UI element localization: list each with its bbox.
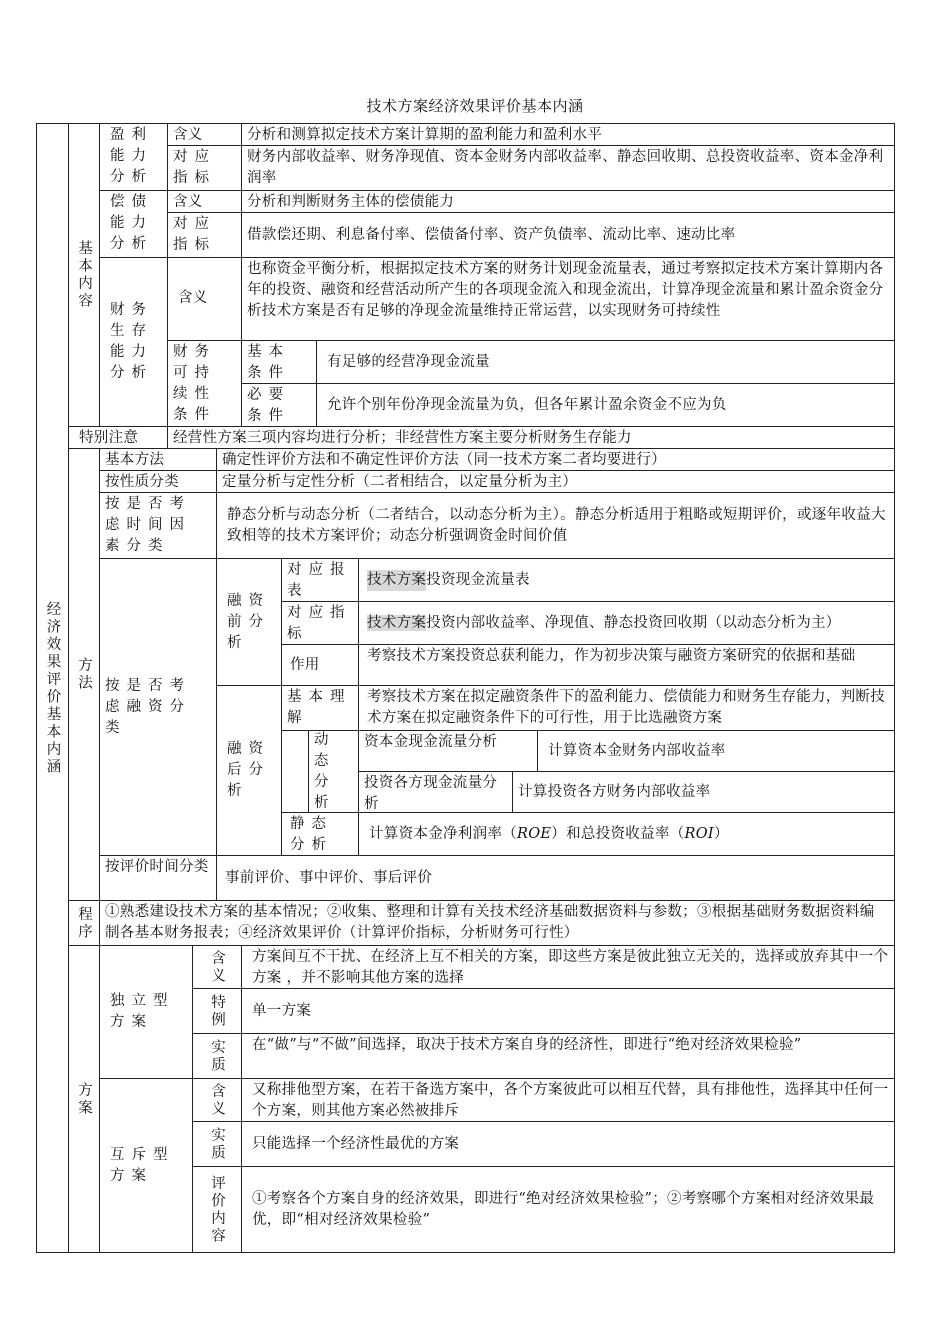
static-analysis xyxy=(358,812,895,856)
survival-meaning: 也称资金平衡分析，根据拟定技术方案的财务计划现金流量表，通过考察拟定技术方案计算期内各年的投资、融资和经营活动所产生的各项现金流入和现金流出，计算净现金流量和累计盈余资金分析技术方案是否有足够的净现金流量维持正常运营，以实现财务可持续性 xyxy=(241,257,895,341)
capital-cashflow-label: 资本金现金流量分析 xyxy=(358,730,538,772)
basic-content-label-cell xyxy=(68,123,100,427)
exclusive-meaning: 又称排他型方案，在若干备选方案中，各个方案彼此可以相互代替，具有排他性，选择其中任何一个方案，则其他方案必然被排斥 xyxy=(241,1078,895,1122)
basic-condition: 有足够的经营净现金流量 xyxy=(316,340,895,384)
necessary-condition: 允许个别年份净现金流量为负，但各年累计盈余资金不应为负 xyxy=(316,383,895,427)
solvency-indicators: 借款偿还期、利息备付率、偿债备付率、资产负债率、流动比率、速动比率 xyxy=(241,212,895,258)
pre-indicator-rest: 投资内部收益率、净现值、静态投资回收期（以动态分析为主） xyxy=(426,614,841,631)
independent-meaning: 方案间互不干扰、在经济上互不相关的方案，即这些方案是彼此独立无关的，选择或放弃其中一个方案 ，并不影响其他方案的选择 xyxy=(241,945,895,989)
solvency-indicator-label: 对应指标 xyxy=(167,212,242,258)
procedure-label-cell xyxy=(68,900,100,946)
solvency-meaning-label: 含义 xyxy=(167,190,242,213)
independent-essence: 在“做”与“不做”间选择，取决于技术方案自身的经济性，即进行“绝对经济效果检验” xyxy=(241,1033,895,1079)
survival-analysis-label: 财务生存能力分析 xyxy=(99,257,168,427)
exclusive-eval-label-cell xyxy=(192,1166,242,1253)
method-label: 方法 xyxy=(76,657,92,692)
root-label: 经济效果评价基本内涵 xyxy=(44,600,61,776)
pre-indicator-highlight: 技术方案 xyxy=(367,614,427,631)
exclusive-essence: 只能选择一个经济性最优的方案 xyxy=(241,1121,895,1167)
dynamic-analysis-label: 动态分析 xyxy=(308,730,359,813)
static-analysis-label: 静态分析 xyxy=(281,812,359,856)
profit-meaning: 分析和测算拟定技术方案计算期的盈利能力和盈利水平 xyxy=(241,123,895,146)
roi-abbr: ROI xyxy=(684,825,714,842)
roe-abbr: ROE xyxy=(517,825,552,842)
timing-class: 事前评价、事中评价、事后评价 xyxy=(216,855,895,901)
independent-scheme-label: 独立型方案 xyxy=(99,945,193,1079)
exclusive-eval: ①考察各个方案自身的经济效果，即进行“绝对经济效果检验”；②考察哪个方案相对经济效果最优，即“相对经济效果检验” xyxy=(241,1166,895,1253)
nature-class: 定量分析与定性分析（二者相结合，以定量分析为主） xyxy=(216,470,895,493)
basic-method: 确定性评价方法和不确定性评价方法（同一技术方案二者均要进行） xyxy=(216,448,895,471)
profit-analysis-label: 盈利能力分析 xyxy=(99,123,168,191)
basic-method-label: 基本方法 xyxy=(99,448,217,471)
independent-special-label-cell xyxy=(192,988,242,1034)
independent-essence-label-cell xyxy=(192,1033,242,1079)
profit-indicator-label: 对应指标 xyxy=(167,145,242,191)
exclusive-meaning-label-cell xyxy=(192,1078,242,1122)
scheme-label-cell xyxy=(68,945,100,1253)
static-analysis-pre: 计算资本金净利润率（ xyxy=(369,825,517,842)
basic-content-label: 基本内容 xyxy=(76,240,92,310)
static-analysis-post: ） xyxy=(713,825,729,842)
procedure: ①熟悉建设技术方案的基本情况；②收集、整理和计算有关技术经济基础数据资料与参数；③根据基础财务数据资料编制各基本财务报表；④经济效果评价（计算评价指标，分析财务可行性） xyxy=(99,900,895,946)
exclusive-scheme-label: 互斥型方案 xyxy=(99,1078,193,1253)
independent-special-label: 特例 xyxy=(209,993,225,1029)
investors-cashflow: 计算投资各方财务内部收益率 xyxy=(512,771,895,813)
document-title: 技术方案经济效果评价基本内涵 xyxy=(366,97,584,115)
time-factor-class-label: 按是否考虑时间因素分类 xyxy=(99,492,217,559)
special-note-label: 特别注意 xyxy=(68,426,168,449)
pre-financing-label: 融资前分析 xyxy=(216,558,282,686)
pre-role: 考察技术方案投资总获利能力，作为初步决策与融资方案研究的依据和基础 xyxy=(358,644,895,686)
basic-condition-label: 基本条件 xyxy=(241,340,317,384)
pre-indicator xyxy=(358,601,895,645)
post-understand: 考察技术方案在拟定融资条件下的盈利能力、偿债能力和财务生存能力，判断技术方案在拟定融资条件下的可行性，用于比选融资方案 xyxy=(358,685,895,731)
method-label-cell xyxy=(68,448,100,901)
financing-class-label: 按是否考虑融资分类 xyxy=(99,558,217,856)
sustainability-condition-label: 财务可持续性条件 xyxy=(167,340,242,427)
independent-special: 单一方案 xyxy=(241,988,895,1034)
independent-meaning-label-cell xyxy=(192,945,242,989)
necessary-condition-label: 必要条件 xyxy=(241,383,317,427)
exclusive-eval-label: 评价内容 xyxy=(209,1174,225,1245)
post-understand-label: 基本理解 xyxy=(281,685,359,731)
pre-report-rest: 投资现金流量表 xyxy=(426,571,530,588)
exclusive-essence-label: 实质 xyxy=(209,1126,225,1162)
pre-report xyxy=(358,558,895,602)
profit-indicators: 财务内部收益率、财务净现值、资本金财务内部收益率、静态回收期、总投资收益率、资本金净利润率 xyxy=(241,145,895,191)
scheme-label: 方案 xyxy=(76,1081,92,1117)
static-analysis-mid: ）和总投资收益率（ xyxy=(551,825,685,842)
investors-cashflow-label: 投资各方现金流量分析 xyxy=(358,771,513,813)
pre-report-label: 对应报表 xyxy=(281,558,359,602)
profit-meaning-label: 含义 xyxy=(167,123,242,146)
solvency-analysis-label: 偿债能力分析 xyxy=(99,190,168,258)
independent-essence-label: 实质 xyxy=(209,1038,225,1074)
root-label-cell xyxy=(36,123,69,1253)
procedure-label: 程序 xyxy=(76,905,92,941)
exclusive-essence-label-cell xyxy=(192,1121,242,1167)
nature-class-label: 按性质分类 xyxy=(99,470,217,493)
pre-indicator-label: 对应指标 xyxy=(281,601,359,645)
timing-class-label: 按评价时间分类 xyxy=(99,855,217,901)
survival-meaning-label: 含义 xyxy=(167,257,242,341)
post-financing-label: 融资后分析 xyxy=(216,685,282,856)
independent-meaning-label: 含义 xyxy=(209,949,225,985)
solvency-meaning: 分析和判断财务主体的偿债能力 xyxy=(241,190,895,213)
exclusive-meaning-label: 含义 xyxy=(209,1082,225,1118)
capital-cashflow: 计算资本金财务内部收益率 xyxy=(537,730,895,772)
dynamic-analysis-label-prefix xyxy=(281,730,309,813)
special-note: 经营性方案三项内容均进行分析；非经营性方案主要分析财务生存能力 xyxy=(167,426,895,449)
pre-report-highlight: 技术方案 xyxy=(367,570,426,591)
time-factor-class: 静态分析与动态分析（二者结合，以动态分析为主）。静态分析适用于粗略或短期评价，或逐年收益大致相等的技术方案评价；动态分析强调资金时间价值 xyxy=(216,492,895,559)
pre-role-label: 作用 xyxy=(281,644,359,686)
